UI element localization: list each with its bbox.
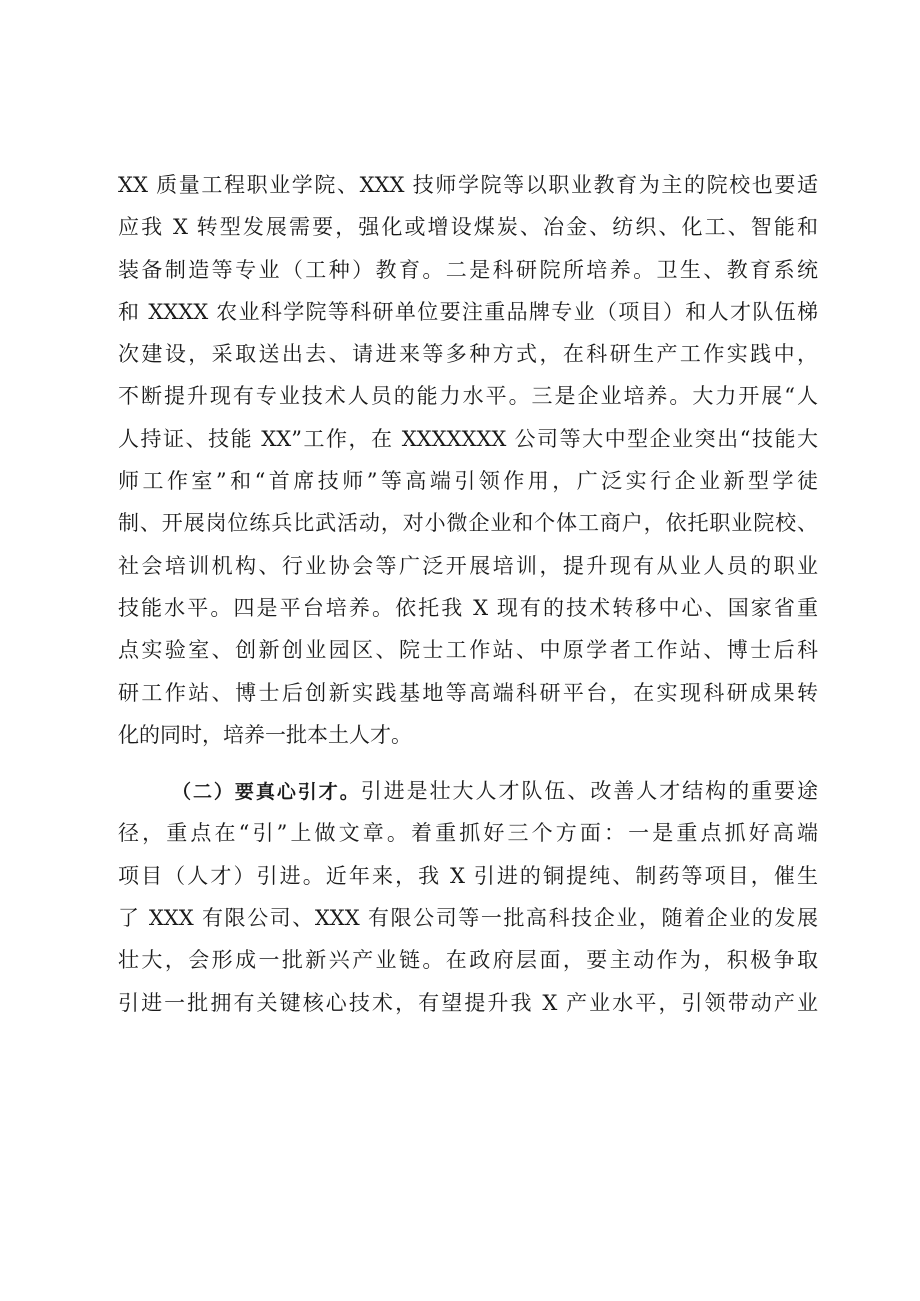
- text-line: [118, 770, 818, 812]
- paragraph-talent-introduction: [118, 770, 818, 1024]
- text-line: 次建设，采取送出去、请进来等多种方式，在科研生产工作实践中，: [118, 342, 818, 367]
- text-line: 和 XXXX 农业科学院等科研单位要注重品牌专业（项目）和人才队伍梯: [118, 299, 818, 324]
- text-line: XX 质量工程职业学院、XXX 技师学院等以职业教育为主的院校也要适: [118, 173, 818, 197]
- text-line: 引进一批拥有关键核心技术，有望提升我 X 产业水平，引领带动产业: [118, 990, 818, 1015]
- heading-continuation: 引进是壮大人才队伍、改善人才结构的重要途: [360, 779, 818, 804]
- document-body: [118, 164, 818, 1024]
- text-line: 壮大，会形成一批新兴产业链。在政府层面，要主动作为，积极争取: [118, 948, 818, 973]
- paragraph-spacing: [118, 756, 818, 770]
- section-heading: （二）要真心引才。: [172, 781, 361, 804]
- text-line: 社会培训机构、行业协会等广泛开展培训，提升现有从业人员的职业: [118, 553, 818, 578]
- text-line: 师工作室”和“首席技师”等高端引领作用，广泛实行企业新型学徒: [118, 469, 818, 494]
- text-line: 项目（人才）引进。近年来，我 X 引进的铜提纯、制药等项目，催生: [118, 863, 818, 888]
- text-line: 研工作站、博士后创新实践基地等高端科研平台，在实现科研成果转: [118, 680, 818, 705]
- text-line: 装备制造等专业（工种）教育。二是科研院所培养。卫生、教育系统: [118, 257, 818, 282]
- text-line: 点实验室、创新创业园区、院士工作站、中原学者工作站、博士后科: [118, 638, 818, 663]
- text-line: 技能水平。四是平台培养。依托我 X 现有的技术转移中心、国家省重: [118, 595, 818, 620]
- text-line: 不断提升现有专业技术人员的能力水平。三是企业培养。大力开展“人: [118, 384, 818, 409]
- text-line: 制、开展岗位练兵比武活动，对小微企业和个体工商户，依托职业院校、: [118, 511, 818, 536]
- text-line: 应我 X 转型发展需要，强化或增设煤炭、冶金、纺织、化工、智能和: [118, 215, 818, 240]
- text-line: 人持证、技能 XX”工作，在 XXXXXXX 公司等大中型企业突出“技能大: [118, 426, 818, 451]
- text-line: 化的同时，培养一批本土人才。: [118, 722, 412, 747]
- text-line: 了 XXX 有限公司、XXX 有限公司等一批高科技企业，随着企业的发展: [118, 906, 818, 931]
- text-line: 径，重点在“引”上做文章。着重抓好三个方面：一是重点抓好高端: [118, 821, 818, 846]
- paragraph-training: [118, 164, 818, 756]
